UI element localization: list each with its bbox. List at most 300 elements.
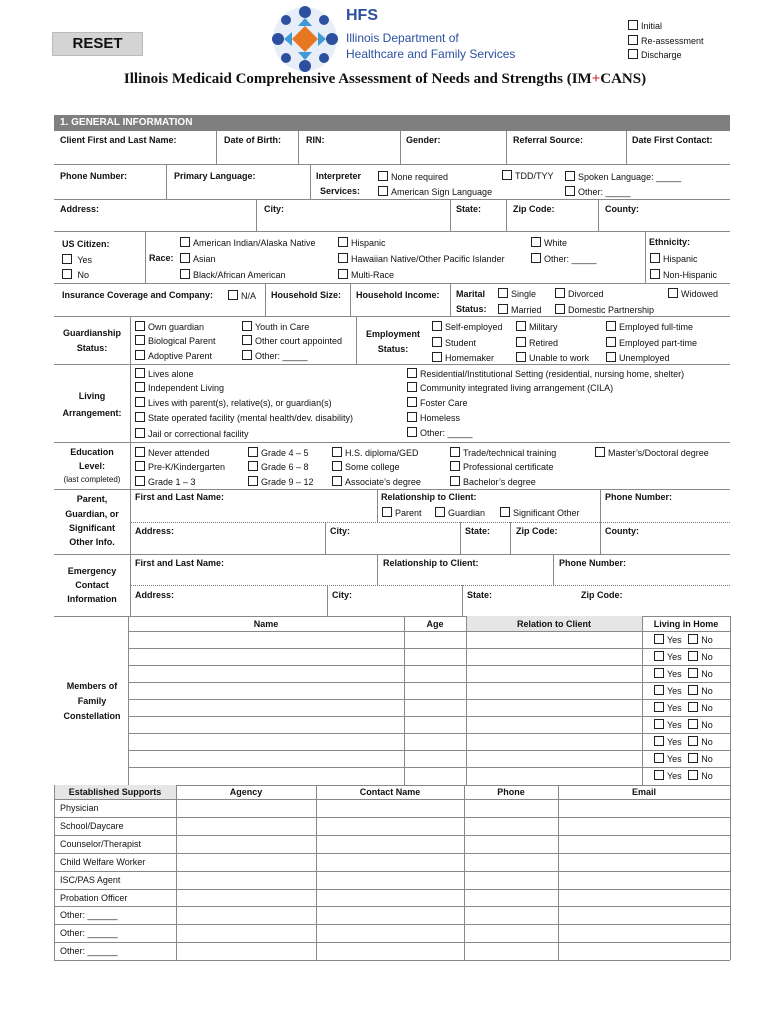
checkbox-icon[interactable] [688,770,698,780]
marital-divorced[interactable] [555,288,604,300]
checkbox-icon[interactable] [654,736,664,746]
parent-phone-label: Phone Number: [605,492,673,502]
parent-label-2: Guardian, or [65,509,119,519]
guardianship-label: Guardianship [62,328,121,338]
label: TDD/TYY [515,171,554,181]
first-contact-label: Date First Contact: [632,135,713,145]
checkbox-icon[interactable] [407,382,417,392]
living-indep[interactable] [135,382,224,394]
label: Black/African American [193,270,286,280]
supports-header-3: Phone [497,787,525,797]
living-jail[interactable] [135,428,249,440]
living-cila[interactable] [407,382,613,394]
family-row-living[interactable] [654,736,713,748]
rel-sigother[interactable] [500,507,580,519]
last-completed-label: (last completed) [63,475,121,484]
employment-label: Employment [365,329,420,339]
edu-trade[interactable] [450,447,556,459]
zip-label: Zip Code: [513,204,555,214]
family-row-living[interactable] [654,668,713,680]
parent-city-label: City: [330,526,350,536]
checkbox-icon[interactable] [688,685,698,695]
checkbox-icon[interactable] [242,335,252,345]
checkbox-icon[interactable] [606,352,616,362]
label: Some college [345,462,400,472]
checkbox-icon[interactable] [565,186,575,196]
emergency-zip-label: Zip Code: [581,590,623,600]
checkbox-icon[interactable] [228,290,238,300]
checkbox-icon[interactable] [654,719,664,729]
emp-unemployed[interactable] [606,352,670,364]
checkbox-icon[interactable] [531,253,541,263]
checkbox-icon[interactable] [180,237,190,247]
label: Unable to work [529,353,590,363]
checkbox-icon[interactable] [688,668,698,678]
parent-name-label: First and Last Name: [135,492,225,502]
language-label: Primary Language: [174,171,256,181]
citizen-label: US Citizen: [62,239,110,249]
edu-hs[interactable] [332,447,419,459]
assess-discharge[interactable] [628,49,682,61]
race-label: Race: [149,253,174,263]
support-row-label: Other: ______ [60,910,118,921]
label: Asian [193,254,216,264]
yes-label: Yes [667,686,682,696]
no-label: No [701,720,713,730]
emp-student[interactable] [432,337,476,349]
edu-g68[interactable] [248,461,309,473]
support-row-line [54,799,730,800]
interp-other[interactable] [565,186,631,198]
family-row-living[interactable] [654,702,713,714]
ethnicity-label: Ethnicity: [649,237,691,247]
guard-youth[interactable] [242,321,309,333]
yes-label: Yes [667,771,682,781]
label: Hawaiian Native/Other Pacific Islander [351,254,505,264]
no-label: No [701,669,713,679]
label: Guardian [448,508,486,518]
edu-g912[interactable] [248,476,314,488]
family-label-1: Members of [66,681,118,691]
race-hawaiian[interactable] [338,253,505,265]
checkbox-icon[interactable] [668,288,678,298]
checkbox-icon[interactable] [135,461,145,471]
emp-retired[interactable] [516,337,558,349]
emp-homemaker[interactable] [432,352,494,364]
race-white[interactable] [531,237,567,249]
checkbox-icon[interactable] [565,171,575,181]
parent-label-3: Significant [68,523,115,533]
guard-other[interactable] [242,350,308,362]
hfs-wordmark: HFS [346,7,378,24]
citizen-yes[interactable] [62,254,92,266]
living-stateop[interactable] [135,412,353,424]
label: Hispanic [663,254,698,264]
label: Initial [641,21,663,31]
family-label-3: Constellation [63,711,121,721]
checkbox-icon[interactable] [135,335,145,345]
checkbox-icon[interactable] [135,321,145,331]
race-aian[interactable] [180,237,316,249]
interp-tdd[interactable] [502,170,554,182]
label: Never attended [148,448,210,458]
label: Other: _____ [420,428,473,438]
level-label: Level: [78,461,105,471]
checkbox-icon[interactable] [688,651,698,661]
label: Associate’s degree [345,477,421,487]
marital-single[interactable] [498,288,536,300]
label: Homemaker [445,353,495,363]
hfs-logo-icon [270,4,340,74]
label: Biological Parent [148,336,216,346]
edu-master[interactable] [595,447,709,459]
interp-none[interactable] [378,171,448,183]
label: Own guardian [148,322,205,332]
edu-some[interactable] [332,461,400,473]
label: State operated facility (mental health/dev. disability) [148,413,353,423]
label: Jail or correctional facility [148,429,249,439]
checkbox-icon[interactable] [435,507,445,517]
race-hispanic[interactable] [338,237,386,249]
checkbox-icon[interactable] [688,736,698,746]
checkbox-icon[interactable] [180,269,190,279]
edu-assoc[interactable] [332,476,421,488]
checkbox-icon[interactable] [516,321,526,331]
checkbox-icon[interactable] [432,337,442,347]
support-row-label: ISC/PAS Agent [60,874,121,885]
family-row-living[interactable] [654,685,713,697]
parent-label-1: Parent, [76,494,108,504]
race-asian[interactable] [180,253,216,265]
support-row-line [54,835,730,836]
checkbox-icon[interactable] [606,321,616,331]
label: Homeless [420,413,461,423]
label: Master’s/Doctoral degree [608,448,709,458]
guard-adoptive[interactable] [135,350,212,362]
edu-bach[interactable] [450,476,536,488]
emergency-label-3: Information [67,594,117,604]
label: Foster Care [420,398,468,408]
checkbox-icon[interactable] [135,382,145,392]
yes-label: Yes [667,737,682,747]
emergency-state-label: State: [467,590,493,600]
checkbox-icon[interactable] [502,170,512,180]
checkbox-icon[interactable] [378,171,388,181]
checkbox-icon[interactable] [135,412,145,422]
checkbox-icon[interactable] [407,397,417,407]
family-label-2: Family [77,696,107,706]
interp-spoken[interactable] [565,171,681,183]
label: Retired [529,338,559,348]
label: Non-Hispanic [663,270,718,280]
no-label: No [701,686,713,696]
checkbox-icon[interactable] [688,702,698,712]
marital-widowed[interactable] [668,288,718,300]
checkbox-icon[interactable] [432,321,442,331]
checkbox-icon[interactable] [135,476,145,486]
family-row-line [128,733,730,734]
family-row-line [128,699,730,700]
checkbox-icon[interactable] [606,337,616,347]
family-relation-header: Relation to Client [517,619,591,629]
label: Pre-K/Kindergarten [148,462,226,472]
checkbox-icon[interactable] [338,253,348,263]
checkbox-icon[interactable] [248,476,258,486]
assess-initial[interactable] [628,20,662,32]
checkbox-icon[interactable] [432,352,442,362]
no-label: No [701,737,713,747]
insurance-na[interactable] [228,290,256,302]
emp-self[interactable] [432,321,503,333]
edu-never[interactable] [135,447,210,459]
label: Community integrated living arrangement (CILA) [420,383,614,393]
checkbox-icon[interactable] [628,35,638,45]
checkbox-icon[interactable] [650,253,660,263]
gender-label: Gender: [406,135,441,145]
family-row-line [128,716,730,717]
label: Employed part-time [619,338,698,348]
family-row-line [128,648,730,649]
family-row-living[interactable] [654,770,713,782]
address-label: Address: [60,204,100,214]
edu-prof[interactable] [450,461,554,473]
label: Adoptive Parent [148,351,213,361]
checkbox-icon[interactable] [332,476,342,486]
family-row-living[interactable] [654,651,713,663]
checkbox-icon[interactable] [180,253,190,263]
support-row-label: Other: ______ [60,946,118,957]
checkbox-icon[interactable] [407,427,417,437]
dept-line-2: Healthcare and Family Services [346,47,516,61]
checkbox-icon[interactable] [555,288,565,298]
marital-married[interactable] [498,304,542,316]
label: Grade 9 – 12 [261,477,314,487]
edu-prek[interactable] [135,461,225,473]
living-residential[interactable] [407,368,684,380]
label: Spoken Language: _____ [578,172,682,182]
marital-domestic[interactable] [555,304,654,316]
checkbox-icon[interactable] [516,337,526,347]
emergency-label-2: Contact [75,580,109,590]
label: Lives alone [148,369,194,379]
emp-full[interactable] [606,321,693,333]
label: Bachelor’s degree [463,477,536,487]
label: Residential/Institutional Setting (residential, nursing home, shelter) [420,369,685,379]
edu-g13[interactable] [135,476,196,488]
checkbox-icon[interactable] [332,461,342,471]
no-label: No [701,703,713,713]
checkbox-icon[interactable] [450,461,460,471]
parent-label-4: Other Info. [69,537,115,547]
rel-parent[interactable] [382,507,422,519]
label: Other: _____ [578,187,631,197]
eth-hispanic[interactable] [650,253,698,265]
parent-relationship-label: Relationship to Client: [381,492,477,502]
supports-header-0: Established Supports [68,787,162,797]
label: H.S. diploma/GED [345,448,419,458]
emp-military[interactable] [516,321,558,333]
family-row-line [128,682,730,683]
label: Discharge [641,50,682,60]
checkbox-icon[interactable] [450,476,460,486]
family-row-line [128,665,730,666]
living-other[interactable] [407,427,473,439]
checkbox-icon[interactable] [654,702,664,712]
checkbox-icon[interactable] [654,668,664,678]
living-label: Living [78,391,106,401]
living-parents[interactable] [135,397,332,409]
checkbox-icon[interactable] [498,288,508,298]
living-foster[interactable] [407,397,468,409]
label: American Indian/Alaska Native [193,238,316,248]
checkbox-icon[interactable] [62,269,72,279]
checkbox-icon[interactable] [595,447,605,457]
guard-bio[interactable] [135,335,216,347]
guard-own[interactable] [135,321,204,333]
family-row-living[interactable] [654,634,713,646]
checkbox-icon[interactable] [688,634,698,644]
label: American Sign Language [391,187,493,197]
label: Grade 6 – 8 [261,462,309,472]
checkbox-icon[interactable] [407,412,417,422]
yes-label: Yes [667,754,682,764]
interpreter-label: Interpreter [316,171,362,181]
living-alone[interactable] [135,368,194,380]
marital-label: Marital [456,289,486,299]
label: Self-employed [445,322,503,332]
family-name-header: Name [253,619,279,629]
label: Domestic Partnership [568,305,655,315]
label: Parent [395,508,422,518]
checkbox-icon[interactable] [338,237,348,247]
checkbox-icon[interactable] [500,507,510,517]
living-homeless[interactable] [407,412,460,424]
checkbox-icon[interactable] [498,304,508,314]
label: Unemployed [619,353,670,363]
support-row-label: Physician [60,803,99,813]
eth-nonhispanic[interactable] [650,269,717,281]
checkbox-icon[interactable] [242,321,252,331]
checkbox-icon[interactable] [628,20,638,30]
checkbox-icon[interactable] [135,368,145,378]
label: Other court appointed [255,336,343,346]
checkbox-icon[interactable] [242,350,252,360]
household-size-label: Household Size: [271,290,342,300]
label: Significant Other [513,508,580,518]
guard-court[interactable] [242,335,342,347]
checkbox-icon[interactable] [378,186,388,196]
checkbox-icon[interactable] [135,447,145,457]
no-label: No [701,652,713,662]
page-title [0,70,770,88]
checkbox-icon[interactable] [407,368,417,378]
support-row-line [54,817,730,818]
support-row-line [54,924,730,925]
label: Lives with parent(s), relative(s), or guardian(s) [148,398,332,408]
label: Youth in Care [255,322,310,332]
assess-reassessment[interactable] [628,35,704,47]
education-label: Education [70,447,114,457]
support-row-label: School/Daycare [60,820,124,831]
parent-address-label: Address: [135,526,175,536]
yes-label: Yes [667,635,682,645]
label: Student [445,338,477,348]
checkbox-icon[interactable] [654,753,664,763]
race-other[interactable] [531,253,597,265]
checkbox-icon[interactable] [135,397,145,407]
label: Independent Living [148,383,225,393]
label: Trade/technical training [463,448,557,458]
checkbox-icon[interactable] [654,685,664,695]
parent-state-label: State: [465,526,491,536]
reset-button[interactable]: RESET [52,32,143,56]
checkbox-icon[interactable] [531,237,541,247]
checkbox-icon[interactable] [332,447,342,457]
checkbox-icon[interactable] [650,269,660,279]
checkbox-icon[interactable] [338,269,348,279]
title-text-end: CANS) [600,71,647,87]
rel-guardian[interactable] [435,507,485,519]
supports-header-2: Contact Name [359,787,421,797]
checkbox-icon[interactable] [688,753,698,763]
family-row-living[interactable] [654,753,713,765]
checkbox-icon[interactable] [248,461,258,471]
checkbox-icon[interactable] [135,350,145,360]
client-name-label: Client First and Last Name: [60,135,177,145]
race-multi[interactable] [338,269,394,281]
emergency-label-1: Emergency [67,566,117,576]
family-row-line [128,767,730,768]
race-black[interactable] [180,269,286,281]
checkbox-icon[interactable] [654,770,664,780]
checkbox-icon[interactable] [654,634,664,644]
household-income-label: Household Income: [356,290,440,300]
family-living-header: Living in Home [653,619,719,629]
checkbox-icon[interactable] [248,447,258,457]
interp-asl[interactable] [378,186,492,198]
label: Other: _____ [255,351,308,361]
referral-label: Referral Source: [513,135,584,145]
emp-part[interactable] [606,337,697,349]
family-age-header: Age [426,619,444,629]
checkbox-icon[interactable] [628,49,638,59]
label: Other: _____ [544,254,597,264]
employment-status-label: Status: [377,344,409,354]
checkbox-icon[interactable] [135,428,145,438]
label: None required [391,172,449,182]
yes-label: Yes [667,703,682,713]
emergency-city-label: City: [332,590,352,600]
support-row-line [54,871,730,872]
checkbox-icon[interactable] [382,507,392,517]
label: White [544,238,568,248]
checkbox-icon[interactable] [62,254,72,264]
yes-label: Yes [667,652,682,662]
checkbox-icon[interactable] [555,304,565,314]
family-row-living[interactable] [654,719,713,731]
checkbox-icon[interactable] [654,651,664,661]
family-row-line [128,631,730,632]
checkbox-icon[interactable] [688,719,698,729]
edu-g45[interactable] [248,447,309,459]
checkbox-icon[interactable] [516,352,526,362]
checkbox-icon[interactable] [450,447,460,457]
citizen-no[interactable] [62,269,89,281]
family-row-line [128,750,730,751]
emp-unable[interactable] [516,352,589,364]
support-row-line [54,960,730,961]
emergency-name-label: First and Last Name: [135,558,225,568]
